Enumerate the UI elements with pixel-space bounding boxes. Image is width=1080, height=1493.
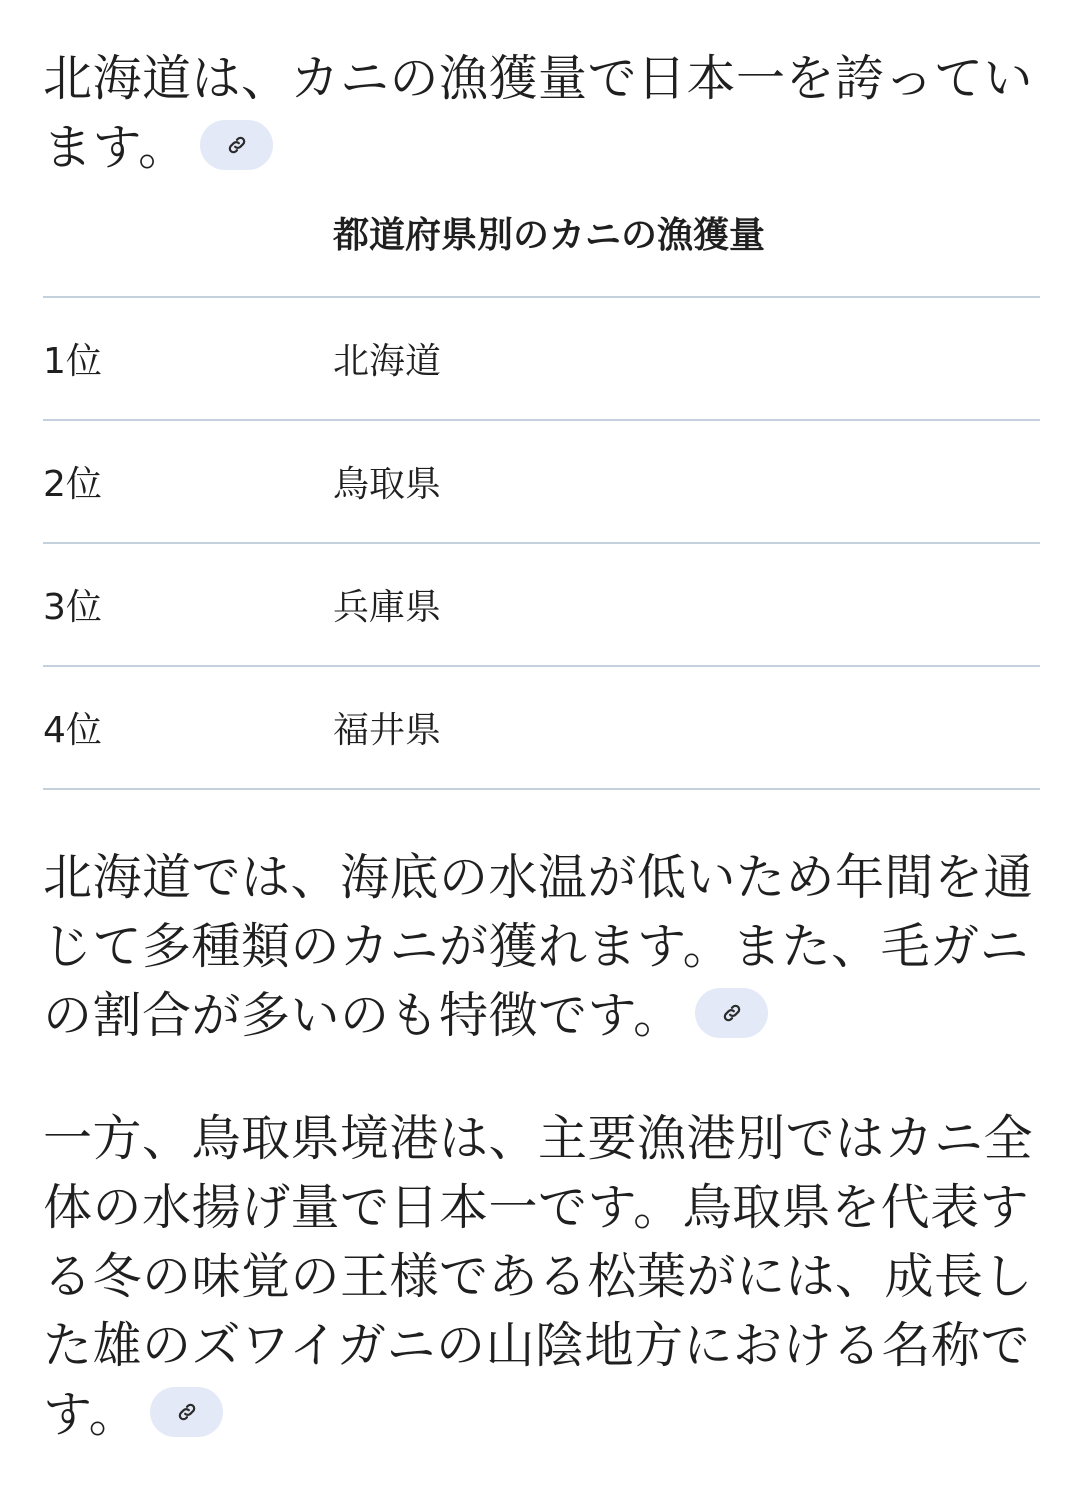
- link-icon: [176, 1401, 198, 1423]
- link-icon: [226, 134, 248, 156]
- prefecture-cell: 北海道: [333, 341, 442, 382]
- citation-button-1[interactable]: [200, 120, 273, 170]
- rank-cell: 4位: [43, 710, 102, 751]
- prefecture-cell: 鳥取県: [333, 464, 442, 505]
- paragraph-2-text: 北海道では、海底の水温が低いため年間を通じて多種類のカニが獲れます。また、毛ガニの割合が多いのも特徴です。: [43, 849, 1034, 1044]
- prefecture-cell: 福井県: [333, 710, 442, 751]
- table-row: [43, 667, 1040, 790]
- citation-button-2[interactable]: [695, 988, 768, 1038]
- citation-button-3[interactable]: [150, 1387, 223, 1437]
- paragraph-1-text: 北海道は、カニの漁獲量で日本一を誇っています。: [43, 50, 1034, 176]
- rank-cell: 3位: [43, 587, 102, 628]
- table-title: 都道府県別のカニの漁獲量: [43, 205, 1040, 298]
- link-icon: [721, 1002, 743, 1024]
- paragraph-3-text: 一方、鳥取県境港は、主要漁港別ではカニ全体の水揚げ量で日本一です。鳥取県を代表する冬の味覚の王様である松葉がには、成長した雄のズワイガニの山陰地方における名称です。: [43, 1110, 1034, 1443]
- table-row: [43, 421, 1040, 544]
- table-row: [43, 298, 1040, 421]
- rank-cell: 2位: [43, 464, 102, 505]
- prefecture-cell: 兵庫県: [333, 587, 442, 628]
- paragraph-3: [43, 1104, 1040, 1449]
- paragraph-1: [43, 44, 1040, 182]
- table-row: [43, 544, 1040, 667]
- rank-cell: 1位: [43, 341, 102, 382]
- paragraph-2: [43, 843, 1040, 1050]
- catch-ranking-table: [43, 205, 1040, 790]
